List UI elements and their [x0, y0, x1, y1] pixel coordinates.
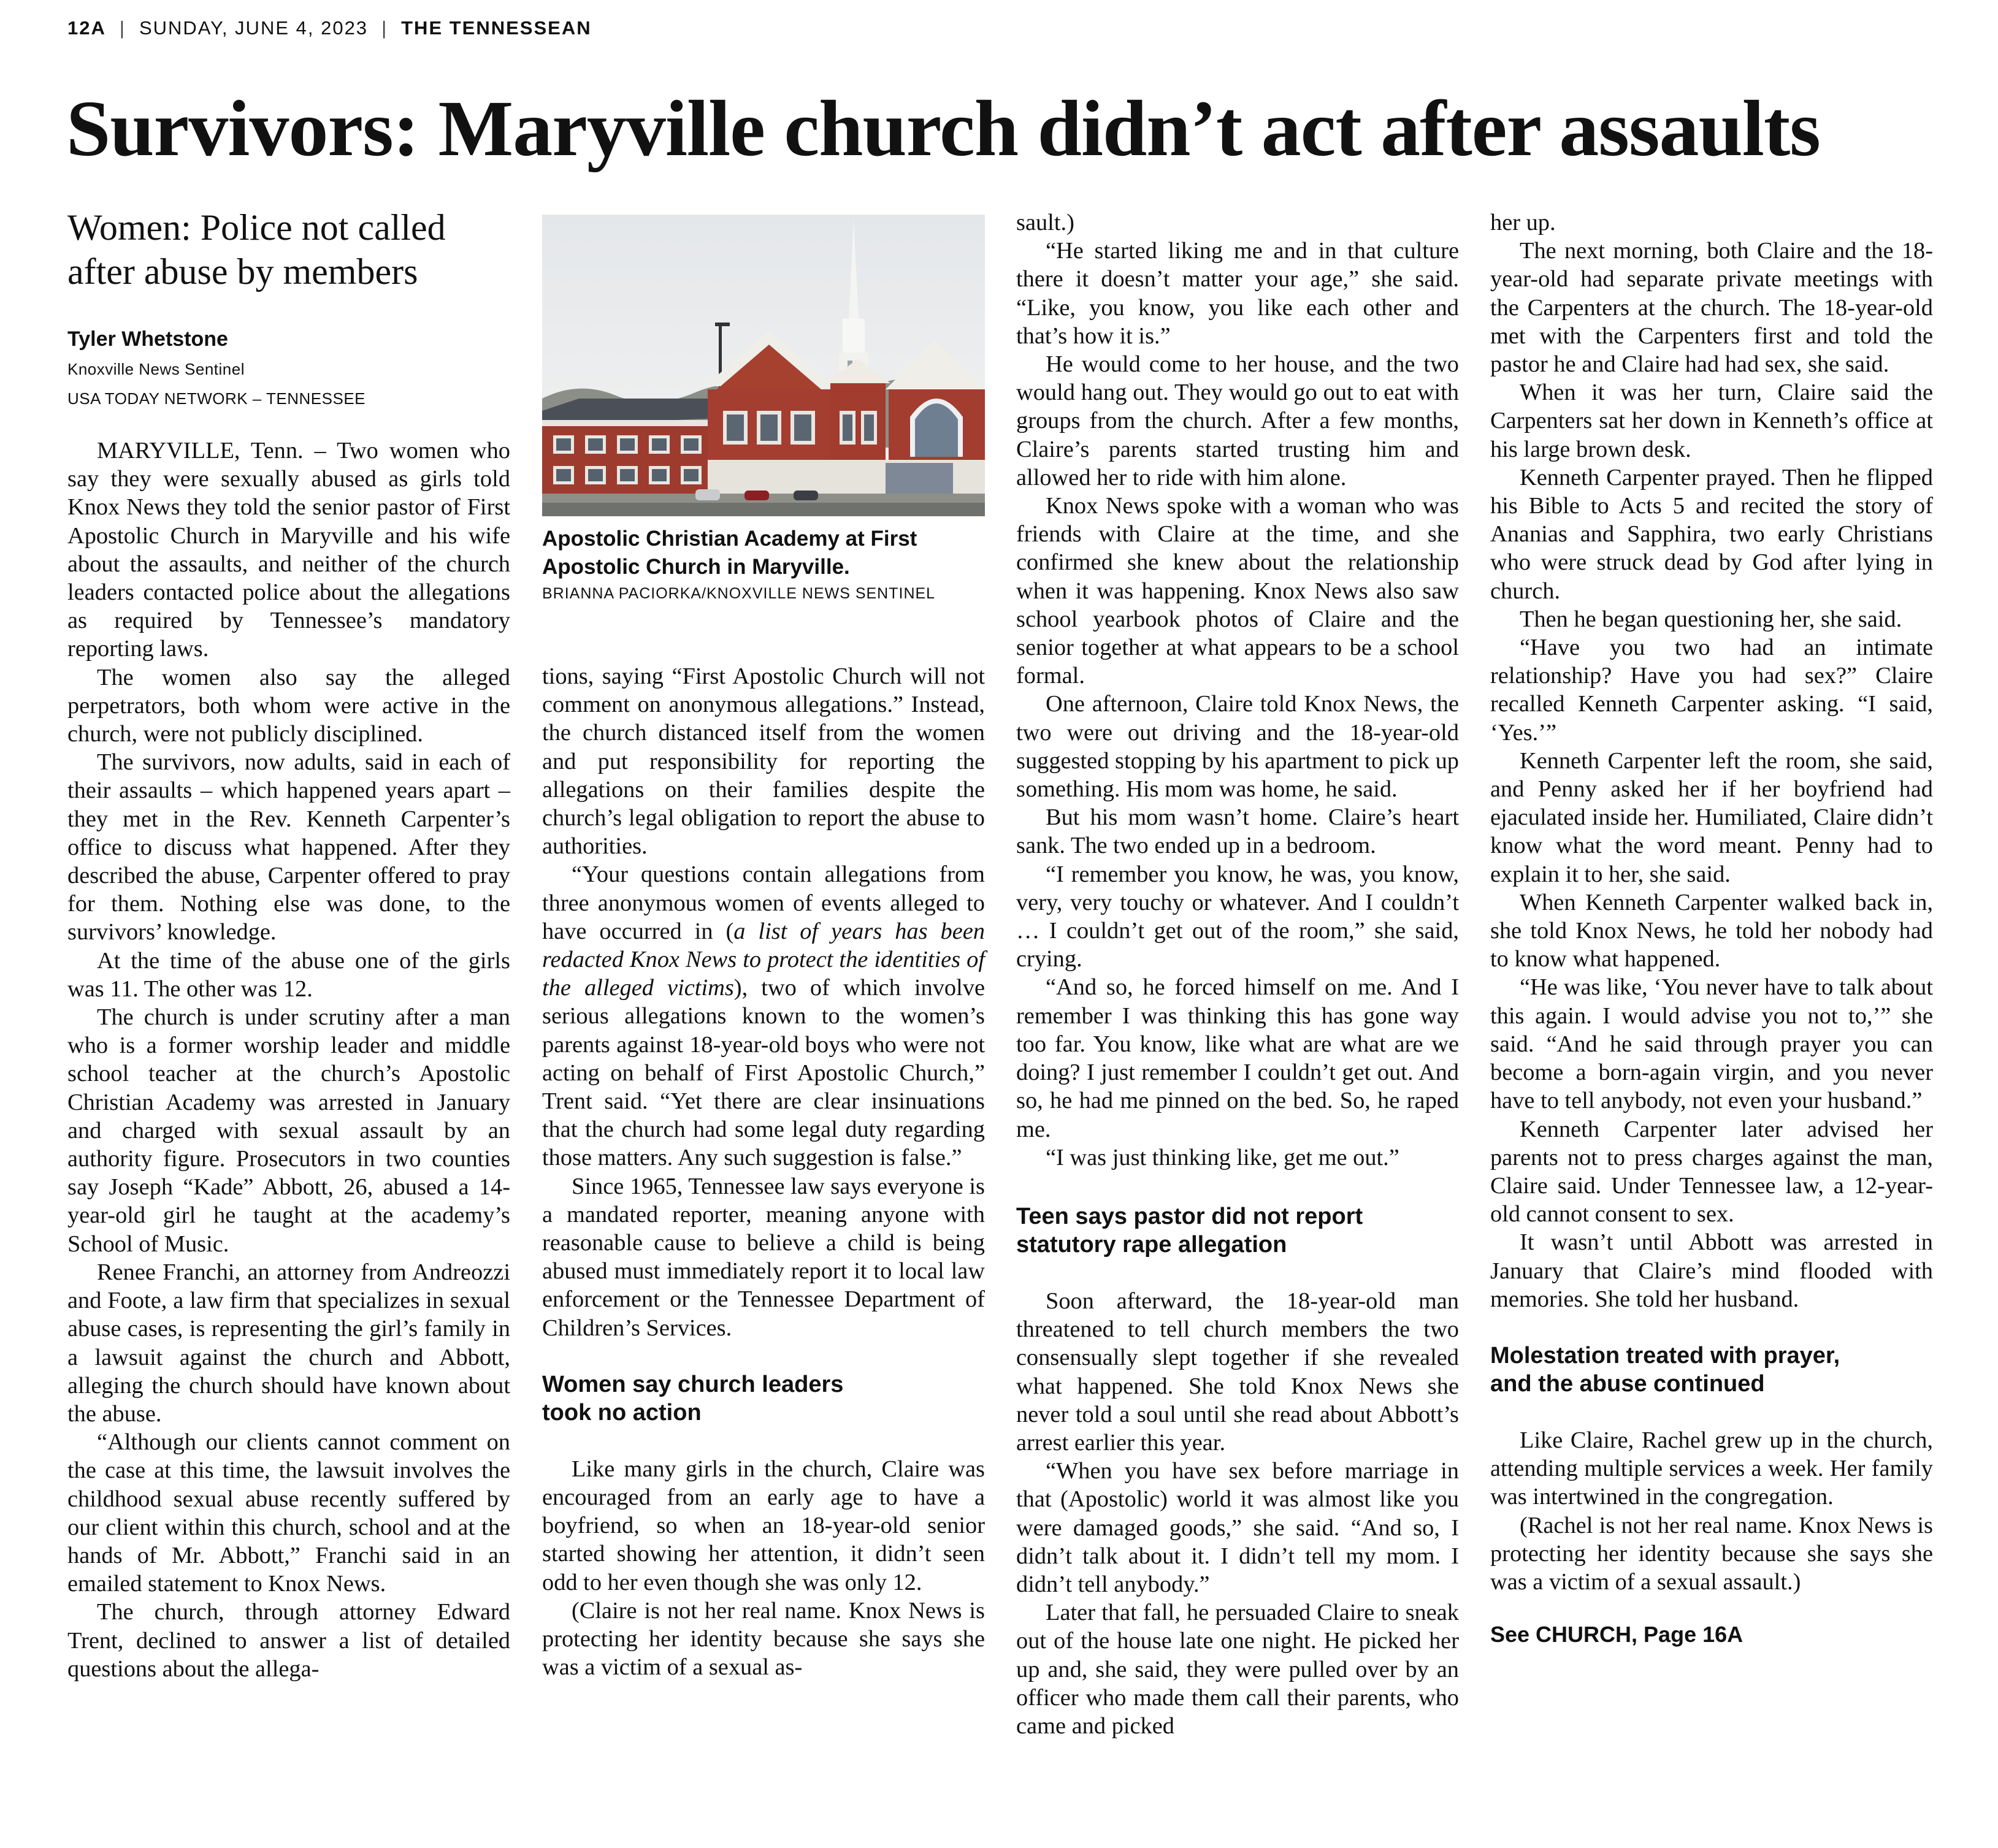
paragraph: “I was just thinking like, get me out.”: [1046, 1144, 1399, 1170]
caption-line: Apostolic Christian Academy at First: [542, 527, 917, 551]
paragraph: sault.): [1016, 210, 1074, 235]
caption-line: Apostolic Church in Maryville.: [542, 555, 850, 579]
subhead-line: Teen says pastor did not report: [1016, 1203, 1363, 1229]
paragraph: “When you have sex before marriage in that (Apostolic) world it was almost like you were damaged goods,” she said. “And so, I didn’t talk about it. I didn’t tell my mom. I didn’t tell anybody.”: [1016, 1458, 1459, 1597]
paragraph: The women also say the alleged perpetrators, both whom were active in the church, were not publicly disciplined.: [67, 664, 510, 747]
paragraph: When it was her turn, Claire said the Carpenters sat her down in Kenneth’s office at his large brown desk.: [1490, 380, 1933, 462]
author-outlet: Knoxville News Sentinel: [67, 360, 245, 378]
paragraph: It wasn’t until Abbott was arrested in January that Claire’s mind flooded with memories. She told her husband.: [1490, 1229, 1933, 1312]
paragraph: Since 1965, Tennessee law says everyone is a mandated reporter, meaning anyone with reasonable cause to believe a child is being abused must immediately report it to local law enforcement or the Tennessee Department of Children’s Services.: [542, 1173, 985, 1341]
subhead-line: statutory rape allegation: [1016, 1231, 1287, 1258]
paragraph: Renee Franchi, an attorney from Andreozzi and Foote, a law firm that specializes in sexual abuse cases, is representing the girl’s family in a lawsuit against the church and Abbott, alleging the church should have known about the abuse.: [67, 1259, 510, 1427]
paragraph: The survivors, now adults, said in each of their assaults – which happened years apart – they met in the Rev. Kenneth Carpenter’s office to discuss what happened. After they described the abuse, Carpenter offered to pray for them. Nothing else was done, to the survivors’ knowledge.: [67, 749, 510, 945]
paragraph: The next morning, both Claire and the 18-year-old had separate private meetings with the Carpenters at the church. The 18-year-old met with the Carpenters first and told the pastor he and Claire had had sex, she said.: [1490, 238, 1933, 378]
paragraph: (Claire is not her real name. Knox News is protecting her identity because she says she was a victim of a sexual as-: [542, 1597, 985, 1681]
paragraph: “And so, he forced himself on me. And I remember I was thinking this has gone way too far. You know, like what are what are we doing? I just remember I couldn’t get out. And so, he had me pinned on the bed. So, he raped me.: [1016, 974, 1459, 1142]
newspaper-name: THE TENNESSEAN: [401, 17, 592, 39]
subhead-line: Women say church leaders: [542, 1371, 844, 1397]
page-number: 12A: [67, 17, 106, 39]
church-illustration: [542, 215, 985, 516]
paragraph: Soon afterward, the 18-year-old man threatened to tell church members the two consensually slept together if she revealed what happened. She told Knox News she never told a soul until she read about Abbott’s arrest earlier this year.: [1016, 1288, 1459, 1456]
photo-caption: [542, 525, 996, 603]
subhead-line: and the abuse continued: [1490, 1370, 1765, 1397]
paragraph: “He was like, ‘You never have to talk about this again. I would advise you not to,’” she said. “And he said through prayer you can become a born-again virgin, and you never have to tell anybody, not even your husband.”: [1490, 974, 1933, 1114]
subhead-line: Molestation treated with prayer,: [1490, 1342, 1840, 1369]
headline: Survivors: Maryville church didn’t act after assaults: [66, 85, 1820, 173]
paragraph: “I remember you know, he was, you know, very, very touchy or whatever. And I couldn’t … I couldn’t get out of the room,” she said, crying.: [1016, 861, 1459, 972]
paragraph: But his mom wasn’t home. Claire’s heart sank. The two ended up in a bedroom.: [1016, 804, 1459, 859]
paragraph: Like many girls in the church, Claire was encouraged from an early age to have a boyfriend, so when an 18-year-old senior started showing her attention, it didn’t seen odd to her even though she was only 12.: [542, 1456, 985, 1595]
paragraph: Kenneth Carpenter later advised her parents not to press charges against the man, Claire said. Under Tennessee law, a 12-year-old cannot consent to sex.: [1490, 1116, 1933, 1228]
article-column-4: [1490, 208, 1933, 1649]
paragraph: “He started liking me and in that culture there it doesn’t matter your age,” she said. “Like, you know, you like each other and that’s how it is.”: [1016, 238, 1459, 349]
paragraph: her up.: [1490, 210, 1556, 235]
author-name: Tyler Whetstone: [67, 327, 228, 351]
church-photo: [542, 215, 985, 516]
photo-credit: BRIANNA PACIORKA/KNOXVILLE NEWS SENTINEL: [542, 585, 936, 602]
deck: [67, 205, 515, 294]
italic-redaction-note: a list of years has been redacted Knox News to protect the identities of the alleged victims: [542, 918, 985, 1001]
deck-line: after abuse by members: [67, 251, 418, 292]
paragraph: The church, through attorney Edward Trent, declined to answer a list of detailed questions about the allega-: [67, 1599, 510, 1682]
folio-line: 12A | SUNDAY, JUNE 4, 2023 | THE TENNESSEAN: [67, 17, 592, 39]
paragraph: tions, saying “First Apostolic Church will not comment on anonymous allegations.” Instead, the church distanced itself from the women and put responsibility for reporting the allegations on their families despite the church’s legal obligation to report the abuse to authorities.: [542, 663, 985, 860]
paragraph: (Rachel is not her real name. Knox News is protecting her identity because she says she was a victim of a sexual assault.): [1490, 1512, 1933, 1595]
paragraph: “Although our clients cannot comment on the case at this time, the lawsuit involves the childhood sexual abuse recently suffered by our client within this church, school and at the hands of Mr. Abbott,” Franchi said in an emailed statement to Knox News.: [67, 1429, 510, 1597]
paragraph: He would come to her house, and the two would hang out. They would go out to eat with groups from the church. After a few months, Claire’s parents started trusting him and allowed her to ride with him alone.: [1016, 351, 1459, 491]
paragraph: Later that fall, he persuaded Claire to sneak out of the house late one night. He picked her up and, she said, they were pulled over by an officer who made them call their parents, who came and picked: [1016, 1600, 1459, 1739]
paragraph: MARYVILLE, Tenn. – Two women who say they were sexually abused as girls told Knox News they told the senior pastor of First Apostolic Church in Maryville and his wife about the assaults, and neither of the church leaders contacted police about the allegations as required by Tennessee’s mandatory reporting laws.: [67, 438, 510, 662]
issue-date: SUNDAY, JUNE 4, 2023: [139, 17, 369, 39]
paragraph: “Have you two had an intimate relationship? Have you had sex?” Claire recalled Kenneth Carpenter asking. “I said, ‘Yes.’”: [1490, 635, 1933, 746]
article-column-1: [67, 437, 510, 1683]
paragraph: The church is under scrutiny after a man who is a former worship leader and middle school teacher at the church’s Apostolic Christian Academy was arrested in January and charged with sexual assault by an authority figure. Prosecutors in two counties say Joseph “Kade” Abbott, 26, abused a 14-year-old girl he taught at the academy’s School of Music.: [67, 1004, 510, 1257]
paragraph: One afternoon, Claire told Knox News, the two were out driving and the 18-year-old suggested stopping by his apartment to pick up something. His mom was home, he said.: [1016, 691, 1459, 803]
author-network: USA TODAY NETWORK – TENNESSEE: [67, 389, 366, 408]
paragraph-with-italic: “Your questions contain allegations from three anonymous women of events alleged to have occurred in (a list of years has been redacted Knox News to protect the identities of the alleged victims), two of which involve serious allegations known to the women’s parents against 18-year-old boys who were not acting on behalf of First Apostolic Church,” Trent said. “Yet there are clear insinuations that the church had some legal duty regarding those matters. Any such suggestion is false.”: [542, 861, 986, 1171]
paragraph: Kenneth Carpenter prayed. Then he flipped his Bible to Acts 5 and recited the story of Ananias and Sapphira, two early Christians who were struck dead by God after lying in church.: [1490, 464, 1933, 604]
paragraph: Knox News spoke with a woman who was friends with Claire at the time, and she confirmed she knew about the relationship when it was happening. Knox News also saw school yearbook photos of Claire and the senior together at what appears to be a school formal.: [1016, 493, 1459, 689]
paragraph: When Kenneth Carpenter walked back in, she told Knox News, he told her nobody had to know what happened.: [1490, 889, 1933, 972]
jump-line: See CHURCH, Page 16A: [1490, 1622, 1743, 1648]
paragraph: Kenneth Carpenter left the room, she said, and Penny asked her if her boyfriend had ejaculated inside her. Humiliated, Claire didn’t know what the word meant. Penny had to explain it to her, she said.: [1490, 747, 1933, 887]
article-column-3: [1016, 208, 1459, 1740]
paragraph: Then he began questioning her, she said.: [1520, 606, 1902, 632]
paragraph: Like Claire, Rachel grew up in the church, attending multiple services a week. Her family was intertwined in the congregation.: [1490, 1427, 1933, 1510]
subhead-line: took no action: [542, 1399, 702, 1426]
deck-line: Women: Police not called: [67, 207, 446, 248]
paragraph: At the time of the abuse one of the girls was 11. The other was 12.: [67, 947, 510, 1002]
byline: [67, 324, 366, 413]
article-column-2: [542, 662, 985, 1682]
